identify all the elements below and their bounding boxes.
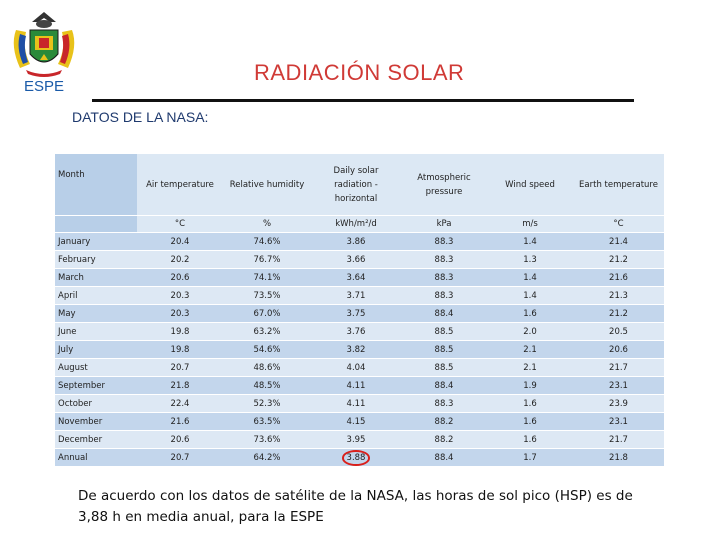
value-cell: 22.4 [137,395,223,412]
value-cell [311,449,401,466]
value-cell: 3.64 [311,269,401,286]
month-cell: February [55,251,137,268]
value-cell: 23.1 [573,377,664,394]
value-cell: 21.4 [573,233,664,250]
value-cell: 21.8 [137,377,223,394]
column-header: Daily solar radiation - horizontal [311,154,401,215]
unit-cell: °C [137,216,223,232]
table-units-row [55,216,664,232]
unit-cell: °C [573,216,664,232]
column-header: Air temperature [137,154,223,215]
table-row [55,341,664,358]
column-header: Wind speed [487,154,573,215]
value-cell: 1.4 [487,233,573,250]
value-cell: 4.15 [311,413,401,430]
table-row [55,413,664,430]
unit-cell: kPa [401,216,487,232]
value-cell: 3.82 [311,341,401,358]
value-cell: 88.3 [401,269,487,286]
value-cell: 52.3% [223,395,311,412]
value-cell: 1.6 [487,431,573,448]
month-cell: July [55,341,137,358]
value-cell: 20.3 [137,287,223,304]
value-cell: 20.2 [137,251,223,268]
value-cell: 19.8 [137,323,223,340]
month-cell: May [55,305,137,322]
month-cell: April [55,287,137,304]
month-cell: January [55,233,137,250]
value-cell: 74.1% [223,269,311,286]
value-cell: 64.2% [223,449,311,466]
column-header: Month [55,154,137,215]
value-cell: 20.3 [137,305,223,322]
value-cell: 21.3 [573,287,664,304]
value-cell: 1.6 [487,305,573,322]
value-cell: 20.5 [573,323,664,340]
value-cell: 21.8 [573,449,664,466]
value-cell: 88.3 [401,251,487,268]
value-cell: 88.3 [401,233,487,250]
table-row [55,359,664,376]
value-cell: 48.6% [223,359,311,376]
value-cell: 88.3 [401,287,487,304]
month-cell: December [55,431,137,448]
highlighted-value: 3.88 [342,450,371,466]
value-cell: 2.0 [487,323,573,340]
value-cell: 3.66 [311,251,401,268]
nasa-data-table [55,153,664,467]
value-cell: 73.6% [223,431,311,448]
value-cell: 88.4 [401,305,487,322]
value-cell: 23.9 [573,395,664,412]
value-cell: 20.4 [137,233,223,250]
value-cell: 88.5 [401,323,487,340]
unit-cell: m/s [487,216,573,232]
value-cell: 88.3 [401,395,487,412]
value-cell: 88.2 [401,413,487,430]
value-cell: 1.9 [487,377,573,394]
footnote-text: De acuerdo con los datos de satélite de la NASA, las horas de sol pico (HSP) es de 3,88 h en media anual, para la ESPE [78,488,633,525]
value-cell: 23.1 [573,413,664,430]
value-cell: 63.5% [223,413,311,430]
value-cell: 88.2 [401,431,487,448]
month-cell: November [55,413,137,430]
value-cell: 3.71 [311,287,401,304]
value-cell: 20.6 [573,341,664,358]
table-row [55,305,664,322]
table-row [55,269,664,286]
value-cell: 3.86 [311,233,401,250]
table-header-row [55,154,664,215]
value-cell: 21.7 [573,359,664,376]
value-cell: 21.7 [573,431,664,448]
month-cell: September [55,377,137,394]
month-cell: March [55,269,137,286]
table-row [55,323,664,340]
espe-logo [6,8,82,80]
value-cell: 88.4 [401,377,487,394]
unit-cell [55,216,137,232]
table-row [55,395,664,412]
value-cell: 21.6 [137,413,223,430]
value-cell: 4.11 [311,377,401,394]
month-cell: August [55,359,137,376]
value-cell: 3.95 [311,431,401,448]
value-cell: 1.3 [487,251,573,268]
value-cell: 20.7 [137,449,223,466]
value-cell: 20.7 [137,359,223,376]
month-cell: June [55,323,137,340]
column-header: Earth temperature [573,154,664,215]
value-cell: 88.5 [401,341,487,358]
value-cell: 2.1 [487,359,573,376]
value-cell: 20.6 [137,431,223,448]
value-cell: 19.8 [137,341,223,358]
month-cell: October [55,395,137,412]
value-cell: 48.5% [223,377,311,394]
value-cell: 1.6 [487,395,573,412]
value-cell: 21.6 [573,269,664,286]
value-cell: 88.5 [401,359,487,376]
value-cell: 1.4 [487,287,573,304]
value-cell: 3.75 [311,305,401,322]
value-cell: 2.1 [487,341,573,358]
value-cell: 88.4 [401,449,487,466]
org-label: ESPE [24,78,65,95]
value-cell: 74.6% [223,233,311,250]
value-cell: 63.2% [223,323,311,340]
column-header: Atmospheric pressure [401,154,487,215]
value-cell: 67.0% [223,305,311,322]
column-header: Relative humidity [223,154,311,215]
title-divider [92,99,634,102]
value-cell: 1.6 [487,413,573,430]
value-cell: 76.7% [223,251,311,268]
table-row [55,449,664,466]
table-row [55,431,664,448]
value-cell: 54.6% [223,341,311,358]
value-cell: 21.2 [573,251,664,268]
month-cell: Annual [55,449,137,466]
value-cell: 4.11 [311,395,401,412]
unit-cell: % [223,216,311,232]
unit-cell: kWh/m²/d [311,216,401,232]
table-row [55,287,664,304]
value-cell: 1.4 [487,269,573,286]
value-cell: 73.5% [223,287,311,304]
section-subtitle: DATOS DE LA NASA: [72,109,209,125]
value-cell: 4.04 [311,359,401,376]
page-title: RADIACIÓN SOLAR [254,60,465,85]
table-row [55,251,664,268]
value-cell: 21.2 [573,305,664,322]
table-row [55,233,664,250]
table-row [55,377,664,394]
value-cell: 1.7 [487,449,573,466]
value-cell: 3.76 [311,323,401,340]
value-cell: 20.6 [137,269,223,286]
